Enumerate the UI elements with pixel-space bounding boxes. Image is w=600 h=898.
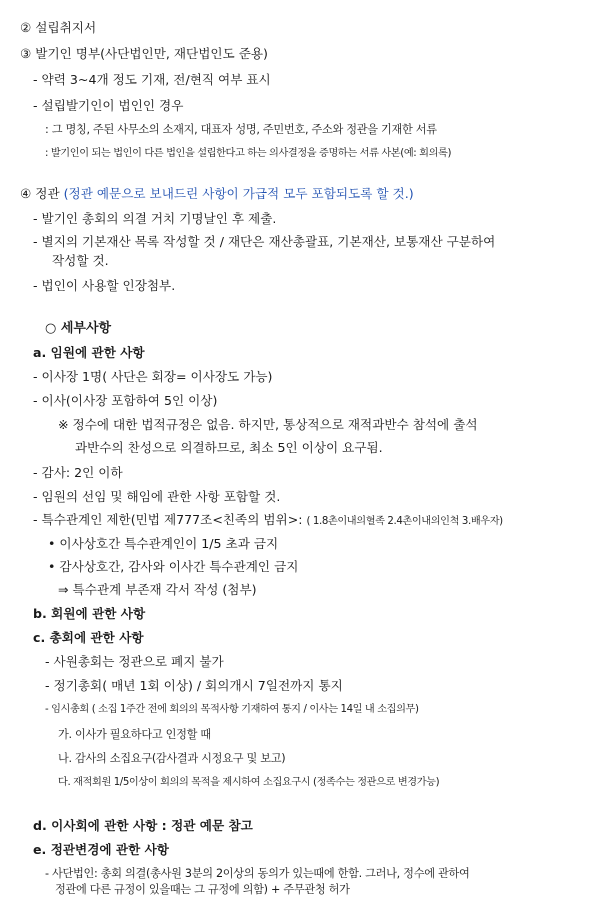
line-corporate-docs: : 그 명칭, 주된 사무소의 소재지, 대표자 성명, 주민번호, 주소와 정관을 기재한 서류 (45, 123, 437, 136)
case-member-request: 다. 재적회원 1/5이상이 회의의 목적을 제시하여 소집요구시 (정족수는 정관으로 변경가능) (58, 777, 440, 788)
heading-members: b. 회원에 관한 사항 (33, 606, 146, 621)
heading-articles-change: e. 정관변경에 관한 사항 (33, 842, 169, 857)
line-career-note: - 약력 3~4개 정도 기재, 전/현직 여부 표시 (33, 72, 271, 87)
line-directors: - 이사(이사장 포함하여 5인 이상) (33, 393, 218, 408)
bullet-auditor-relation: • 감사상호간, 감사와 이사간 특수관계인 금지 (48, 559, 299, 574)
bullet-director-relation: • 이사상호간 특수관계인이 1/5 초과 금지 (48, 536, 279, 551)
kinship-range: ( 1.8촌이내의혈족 2.4촌이내의인척 3.배우자) (306, 516, 503, 527)
line-auditor: - 감사: 2인 이하 (33, 465, 123, 480)
heading-officers: a. 임원에 관한 사항 (33, 345, 145, 360)
articles-label: ④ 정관 (20, 186, 60, 201)
note-quorum-cont: 과반수의 찬성으로 의결하므로, 최소 5인 이상이 요구됨. (75, 440, 383, 455)
case-director-need: 가. 이사가 필요하다고 인정할 때 (58, 728, 211, 741)
line-chairman: - 이사장 1명( 사단은 회장= 이사장도 가능) (33, 369, 273, 384)
line-regular-meeting: - 정기총회( 매년 1회 이상) / 회의개시 7일전까지 통지 (45, 678, 343, 693)
item-promoter-list: ③ 발기인 명부(사단법인만, 재단법인도 준용) (20, 46, 268, 61)
line-extraordinary-meeting: - 임시총회 ( 소집 1주간 전에 회의의 목적사항 기재하여 통지 / 이사는 14일 내 소집의무) (45, 704, 419, 715)
case-auditor-request: 나. 감사의 소집요구(감사결과 시정요구 및 보고) (58, 752, 286, 765)
special-relation-label: - 특수관계인 제한(민법 제777조<친족의 범위>: (33, 512, 307, 527)
section-details: ○ 세부사항 (45, 321, 112, 336)
line-general-meeting-submit: - 발기인 총회의 의결 거치 기명날인 후 제출. (33, 211, 277, 226)
articles-note: (정관 예문으로 보내드린 사항이 가급적 모두 포함되도록 할 것.) (63, 186, 414, 201)
line-decision-proof: : 발기인이 되는 법인이 다른 법인을 설립한다고 하는 의사결정을 증명하는 서류 사본(예: 회의록) (45, 148, 452, 159)
heading-general-meeting: c. 총회에 관한 사항 (33, 630, 144, 645)
line-basic-property-cont: 작성할 것. (52, 253, 109, 268)
line-corporate-promoter: - 설립발기인이 법인인 경우 (33, 98, 184, 113)
line-nonrelation-pledge: ⇒ 특수관계 부존재 각서 작성 (첨부) (58, 582, 257, 597)
line-appointment: - 임원의 선임 및 해임에 관한 사항 포함할 것. (33, 489, 281, 504)
line-meeting-not-abolished: - 사원총회는 정관으로 폐지 불가 (45, 654, 224, 669)
line-basic-property: - 별지의 기본재산 목록 작성할 것 / 재단은 재산총괄표, 기본재산, 보통재산 구분하여 (33, 234, 496, 249)
note-quorum: ※ 정수에 대한 법적규정은 없음. 하지만, 통상적으로 재적과반수 참석에 출석 (58, 417, 478, 432)
line-incorporated-association-cont: 정관에 다른 규정이 있을때는 그 규정에 의함) + 주무관청 허가 (55, 883, 350, 896)
heading-board: d. 이사회에 관한 사항 : 정관 예문 참고 (33, 818, 253, 833)
line-special-relation (33, 512, 503, 530)
item-establishment-purpose: ② 설립취지서 (20, 20, 97, 35)
line-seal-attach: - 법인이 사용할 인장첨부. (33, 278, 176, 293)
item-articles (20, 186, 414, 202)
line-incorporated-association: - 사단법인: 총회 의결(총사원 3분의 2이상의 동의가 있는때에 한함. 그러나, 정수에 관하여 (45, 867, 470, 880)
